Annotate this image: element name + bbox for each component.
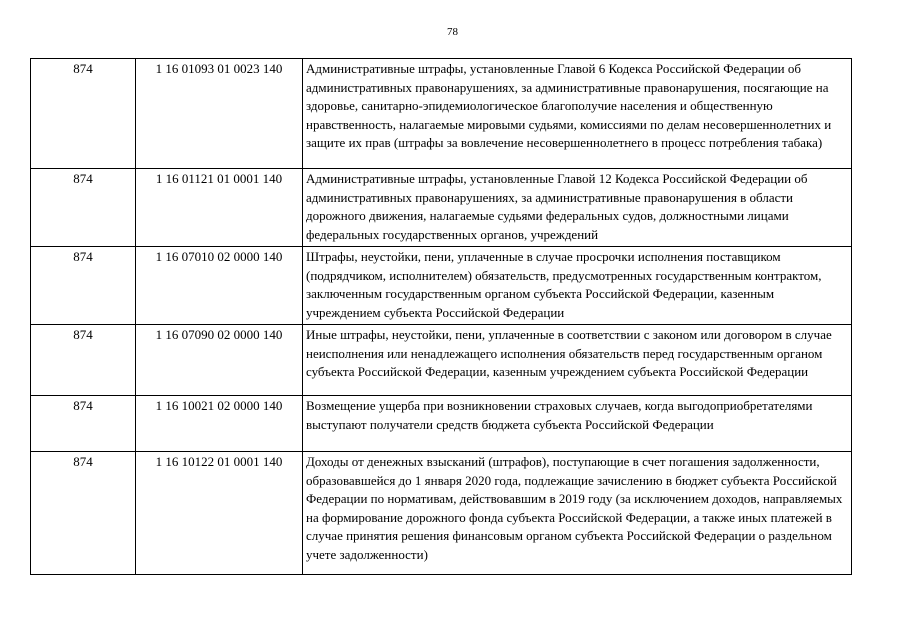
table-row <box>31 452 852 575</box>
budget-code-cell: 1 16 07010 02 0000 140 <box>136 247 303 325</box>
description-cell: Доходы от денежных взысканий (штрафов), поступающие в счет погашения задолженности, образовавшейся до 1 января 2020 года, подлежащие зачислению в бюджет субъекта Российской Федерации по нормативам, действовавшим в 2019 году (за исключением доходов, направляемых на формирование дорожного фонда субъекта Российской Федерации, а также иных платежей в случае принятия решения финансовым органом субъекта Российской Федерации о раздельном учете задолженности) <box>303 452 852 575</box>
description-cell: Административные штрафы, установленные Главой 12 Кодекса Российской Федерации об административных правонарушениях, за административные правонарушения в области дорожного движения, налагаемые судьями федеральных судов, должностными лицами федеральных государственных органов, учреждений <box>303 169 852 247</box>
admin-code-cell: 874 <box>31 169 136 247</box>
description-cell: Возмещение ущерба при возникновении страховых случаев, когда выгодоприобретателями выступают получатели средств бюджета субъекта Российской Федерации <box>303 396 852 452</box>
budget-code-cell: 1 16 10021 02 0000 140 <box>136 396 303 452</box>
table-row <box>31 247 852 325</box>
admin-code-cell: 874 <box>31 452 136 575</box>
table-row <box>31 59 852 169</box>
table-row <box>31 325 852 396</box>
budget-code-cell: 1 16 01121 01 0001 140 <box>136 169 303 247</box>
admin-code-cell: 874 <box>31 325 136 396</box>
budget-code-cell: 1 16 10122 01 0001 140 <box>136 452 303 575</box>
budget-code-cell: 1 16 01093 01 0023 140 <box>136 59 303 169</box>
admin-code-cell: 874 <box>31 247 136 325</box>
description-cell: Штрафы, неустойки, пени, уплаченные в случае просрочки исполнения поставщиком (подрядчиком, исполнителем) обязательств, предусмотренных государственным контрактом, заключенным государственным органом субъекта Российской Федерации, казенным учреждением субъекта Российской Федерации <box>303 247 852 325</box>
table-row <box>31 396 852 452</box>
description-cell: Административные штрафы, установленные Главой 6 Кодекса Российской Федерации об административных правонарушениях, за административные правонарушения, посягающие на здоровье, санитарно-эпидемиологическое благополучие населения и общественную нравственность, налагаемые мировыми судьями, комиссиями по делам несовершеннолетних и защите их прав (штрафы за вовлечение несовершеннолетнего в процесс потребления табака) <box>303 59 852 169</box>
budget-code-cell: 1 16 07090 02 0000 140 <box>136 325 303 396</box>
revenue-codes-table <box>30 58 852 575</box>
page-number: 78 <box>447 26 458 38</box>
admin-code-cell: 874 <box>31 59 136 169</box>
table-row <box>31 169 852 247</box>
admin-code-cell: 874 <box>31 396 136 452</box>
description-cell: Иные штрафы, неустойки, пени, уплаченные в соответствии с законом или договором в случае неисполнения или ненадлежащего исполнения обязательств перед государственным органом субъекта Российской Федерации, казенным учреждением субъекта Российской Федерации <box>303 325 852 396</box>
